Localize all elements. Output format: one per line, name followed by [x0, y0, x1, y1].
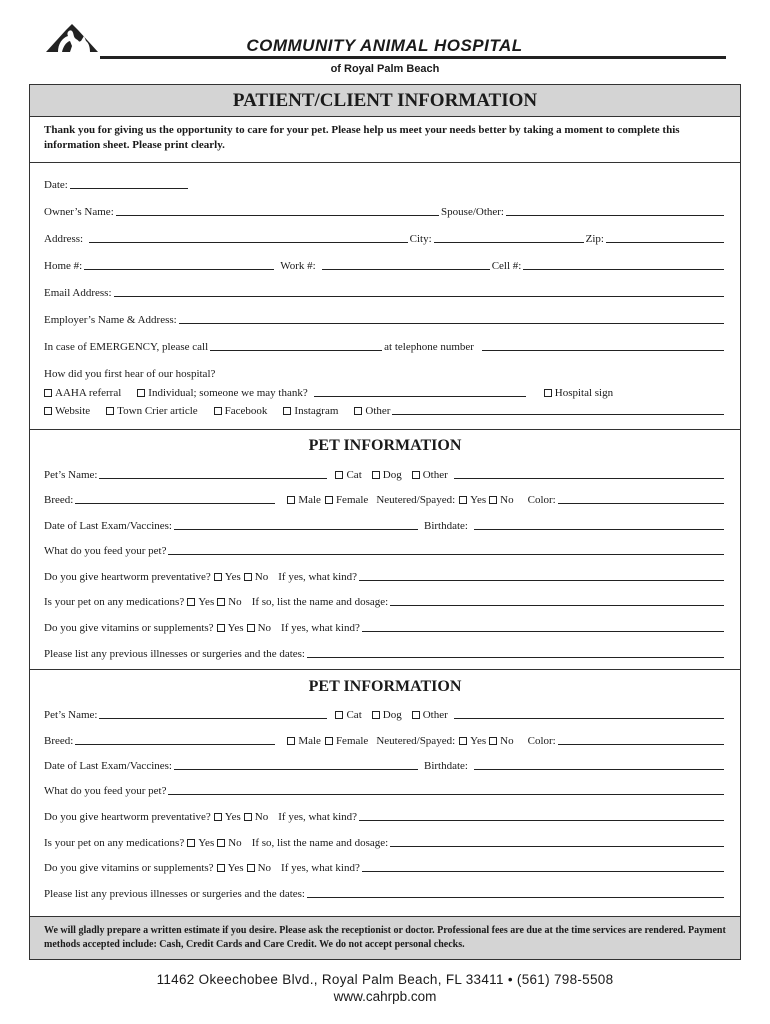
spouse-label: Spouse/Other:	[441, 206, 504, 218]
breed-label: Breed:	[44, 735, 74, 747]
header-rule	[100, 56, 726, 59]
option-individual[interactable]: Individual; someone we may thank?	[137, 387, 307, 399]
dog-cat-silhouette-icon	[44, 22, 100, 58]
home-label: Home #:	[44, 260, 83, 272]
pet1-neutered-yes[interactable]: Yes	[459, 494, 486, 506]
divider	[30, 669, 740, 670]
medications-label: Is your pet on any medications?	[44, 837, 185, 849]
pet1-medications-yes[interactable]: Yes	[187, 596, 214, 608]
heard-question-label: How did you first hear of our hospital?	[44, 368, 216, 380]
checkbox[interactable]	[244, 813, 252, 821]
pet1-dog-option[interactable]: Dog	[372, 469, 402, 481]
pet2-male-option[interactable]: Male	[287, 735, 321, 747]
pet1-vitamins-row	[44, 620, 726, 634]
if-yes-kind-label: If yes, what kind?	[278, 571, 358, 583]
last-exam-label: Date of Last Exam/Vaccines:	[44, 520, 172, 532]
zip-field[interactable]	[606, 232, 724, 243]
checkbox[interactable]	[544, 389, 552, 397]
option-facebook[interactable]: Facebook	[214, 405, 268, 417]
breed-label: Breed:	[44, 494, 74, 506]
checkbox[interactable]	[217, 598, 225, 606]
hospital-subtitle: of Royal Palm Beach	[330, 63, 440, 75]
checkbox[interactable]	[459, 737, 467, 745]
pet2-feed-field[interactable]	[168, 784, 724, 795]
form-title: PATIENT/CLIENT INFORMATION	[232, 90, 538, 111]
checkbox[interactable]	[489, 737, 497, 745]
hospital-name: COMMUNITY ANIMAL HOSPITAL	[246, 36, 523, 55]
pet2-heartworm-yes[interactable]: Yes	[214, 811, 241, 823]
pet1-heartworm-yes[interactable]: Yes	[214, 571, 241, 583]
option-town-crier[interactable]: Town Crier article	[106, 405, 197, 417]
form-intro: Thank you for giving us the opportunity to care for your pet. Please help us meet your needs better by taking a moment to complete this information sheet. Please print clearly.	[44, 124, 680, 151]
pet2-vitamins-yes[interactable]: Yes	[217, 862, 244, 874]
checkbox[interactable]	[247, 864, 255, 872]
hospital-website[interactable]: www.cahrpb.com	[333, 989, 437, 1004]
pet1-female-option[interactable]: Female	[325, 494, 368, 506]
owner-row	[44, 204, 726, 218]
checkbox[interactable]	[412, 471, 420, 479]
pet2-dog-option[interactable]: Dog	[372, 709, 402, 721]
pet2-exam-row	[44, 758, 726, 772]
color-label: Color:	[527, 494, 556, 506]
phone-row	[44, 258, 726, 272]
pet1-heartworm-row	[44, 569, 726, 583]
pet1-last-exam-field[interactable]	[174, 519, 418, 530]
pet1-other-field[interactable]	[454, 468, 724, 479]
employer-label: Employer’s Name & Address:	[44, 314, 177, 326]
pet2-name-field[interactable]	[99, 708, 327, 719]
checkbox[interactable]	[372, 471, 380, 479]
pet2-medications-no[interactable]: No	[217, 837, 241, 849]
checkbox[interactable]	[44, 389, 52, 397]
pet1-vitamins-no[interactable]: No	[247, 622, 271, 634]
pet-name-label: Pet’s Name:	[44, 709, 98, 721]
pet-section-title-2: PET INFORMATION	[308, 678, 462, 695]
pet2-feed-row	[44, 783, 726, 797]
pet1-neutered-no[interactable]: No	[489, 494, 513, 506]
checkbox[interactable]	[217, 864, 225, 872]
checkbox[interactable]	[247, 624, 255, 632]
color-label: Color:	[527, 735, 556, 747]
divider	[30, 429, 740, 430]
work-field[interactable]	[322, 259, 490, 270]
hospital-address: 11462 Okeechobee Blvd., Royal Palm Beach, FL 33411 • (561) 798-5508	[156, 972, 614, 987]
address-field[interactable]	[89, 232, 408, 243]
pet1-name-row	[44, 467, 726, 481]
form-title-band	[30, 85, 740, 117]
pet2-illness-row	[44, 886, 726, 900]
pet2-vitamins-no[interactable]: No	[247, 862, 271, 874]
pet1-cat-option[interactable]: Cat	[335, 469, 361, 481]
checkbox[interactable]	[325, 737, 333, 745]
work-label: Work #:	[280, 260, 316, 272]
pet2-other-option[interactable]: Other	[412, 709, 448, 721]
vitamins-label: Do you give vitamins or supplements?	[44, 622, 214, 634]
pet2-medications-yes[interactable]: Yes	[187, 837, 214, 849]
birthdate-label: Birthdate:	[423, 520, 468, 532]
option-hospital-sign[interactable]: Hospital sign	[544, 387, 613, 399]
city-label: City:	[409, 233, 432, 245]
pet2-vitamins-field[interactable]	[362, 861, 724, 872]
emergency-label: In case of EMERGENCY, please call	[44, 341, 209, 353]
if-so-label: If so, list the name and dosage:	[251, 837, 389, 849]
option-website[interactable]: Website	[44, 405, 90, 417]
pet2-last-exam-field[interactable]	[174, 759, 418, 770]
pet1-breed-row	[44, 492, 726, 506]
pet2-heartworm-no[interactable]: No	[244, 811, 268, 823]
pet1-feed-field[interactable]	[168, 544, 724, 555]
pet2-cat-option[interactable]: Cat	[335, 709, 361, 721]
cell-label: Cell #:	[491, 260, 522, 272]
checkbox[interactable]	[283, 407, 291, 415]
spouse-field[interactable]	[506, 205, 724, 216]
pet1-vitamins-yes[interactable]: Yes	[217, 622, 244, 634]
pet-name-label: Pet’s Name:	[44, 469, 98, 481]
heard-question-row	[44, 366, 726, 380]
option-instagram[interactable]: Instagram	[283, 405, 338, 417]
pet2-name-row	[44, 707, 726, 721]
checkbox[interactable]	[354, 407, 362, 415]
pet2-illnesses-field[interactable]	[307, 887, 724, 898]
neutered-label: Neutered/Spayed:	[376, 735, 456, 747]
checkbox[interactable]	[106, 407, 114, 415]
feed-label: What do you feed your pet?	[44, 785, 167, 797]
divider	[30, 162, 740, 163]
heartworm-label: Do you give heartworm preventative?	[44, 571, 211, 583]
pet2-neutered-no[interactable]: No	[489, 735, 513, 747]
checkbox[interactable]	[44, 407, 52, 415]
email-label: Email Address:	[44, 287, 112, 299]
pet1-male-option[interactable]: Male	[287, 494, 321, 506]
checkbox[interactable]	[217, 839, 225, 847]
pet1-medications-field[interactable]	[390, 595, 724, 606]
checkbox[interactable]	[489, 496, 497, 504]
estimate-note-band	[30, 916, 740, 959]
pet1-medications-no[interactable]: No	[217, 596, 241, 608]
birthdate-label: Birthdate:	[423, 760, 468, 772]
other-source-field[interactable]	[392, 404, 724, 415]
city-field[interactable]	[434, 232, 584, 243]
if-yes-kind-label: If yes, what kind?	[278, 811, 358, 823]
pet1-feed-row	[44, 543, 726, 557]
checkbox[interactable]	[412, 711, 420, 719]
pet2-neutered-yes[interactable]: Yes	[459, 735, 486, 747]
pet2-breed-row	[44, 733, 726, 747]
at-phone-label: at telephone number	[384, 341, 474, 353]
checkbox[interactable]	[287, 496, 295, 504]
home-field[interactable]	[84, 259, 274, 270]
pet2-other-field[interactable]	[454, 708, 724, 719]
date-label: Date:	[44, 179, 68, 191]
checkbox[interactable]	[325, 496, 333, 504]
checkbox[interactable]	[335, 711, 343, 719]
pet1-heartworm-kind-field[interactable]	[359, 570, 724, 581]
pet2-birthdate-field[interactable]	[474, 759, 724, 770]
checkbox[interactable]	[214, 813, 222, 821]
emergency-contact-field[interactable]	[210, 340, 382, 351]
pet2-heartworm-row	[44, 809, 726, 823]
pet2-breed-field[interactable]	[75, 734, 275, 745]
owner-name-label: Owner’s Name:	[44, 206, 114, 218]
emergency-phone-field[interactable]	[482, 340, 724, 351]
illnesses-label: Please list any previous illnesses or surgeries and the dates:	[44, 648, 305, 660]
last-exam-label: Date of Last Exam/Vaccines:	[44, 760, 172, 772]
pet2-heartworm-kind-field[interactable]	[359, 810, 724, 821]
pet2-female-option[interactable]: Female	[325, 735, 368, 747]
illnesses-label: Please list any previous illnesses or surgeries and the dates:	[44, 888, 305, 900]
if-yes-kind-label: If yes, what kind?	[281, 622, 360, 634]
address-label: Address:	[44, 233, 84, 245]
pet1-medications-row	[44, 594, 726, 608]
checkbox[interactable]	[217, 624, 225, 632]
checkbox[interactable]	[372, 711, 380, 719]
checkbox[interactable]	[187, 598, 195, 606]
pet1-exam-row	[44, 518, 726, 532]
if-so-label: If so, list the name and dosage:	[251, 596, 389, 608]
pet2-medications-row	[44, 835, 726, 849]
owner-name-field[interactable]	[116, 205, 439, 216]
pet1-birthdate-field[interactable]	[474, 519, 724, 530]
checkbox[interactable]	[187, 839, 195, 847]
checkbox[interactable]	[244, 573, 252, 581]
pet2-vitamins-row	[44, 860, 726, 874]
checkbox[interactable]	[459, 496, 467, 504]
estimate-note: We will gladly prepare a written estimate if you desire. Please ask the receptionist or doctor. Professional fees are due at the time services are rendered. Payment methods accepted include: Cash, Credit Cards and Care Credit. We do not accept personal checks.	[44, 925, 726, 950]
date-row	[44, 177, 726, 191]
email-row	[44, 285, 726, 299]
checkbox[interactable]	[137, 389, 145, 397]
option-aaha[interactable]: AAHA referral	[44, 387, 121, 399]
pet1-illnesses-field[interactable]	[307, 647, 724, 658]
pet-section-title-1: PET INFORMATION	[308, 437, 462, 454]
feed-label: What do you feed your pet?	[44, 545, 167, 557]
checkbox[interactable]	[214, 407, 222, 415]
emergency-row	[44, 339, 726, 353]
employer-row	[44, 312, 726, 326]
vitamins-label: Do you give vitamins or supplements?	[44, 862, 214, 874]
pet1-heartworm-no[interactable]: No	[244, 571, 268, 583]
checkbox[interactable]	[214, 573, 222, 581]
checkbox[interactable]	[287, 737, 295, 745]
employer-field[interactable]	[179, 313, 724, 324]
form-frame	[29, 84, 741, 960]
if-yes-kind-label: If yes, what kind?	[281, 862, 360, 874]
pet1-name-field[interactable]	[99, 468, 327, 479]
neutered-label: Neutered/Spayed:	[376, 494, 456, 506]
pet2-medications-field[interactable]	[390, 836, 724, 847]
option-other[interactable]: Other	[354, 405, 390, 417]
individual-field[interactable]	[314, 386, 526, 397]
address-row	[44, 231, 726, 245]
heard-options-row-1	[44, 385, 726, 399]
pet1-vitamins-field[interactable]	[362, 621, 724, 632]
pet1-other-option[interactable]: Other	[412, 469, 448, 481]
cell-field[interactable]	[523, 259, 724, 270]
email-field[interactable]	[114, 286, 724, 297]
zip-label: Zip:	[585, 233, 604, 245]
pet1-color-field[interactable]	[558, 493, 724, 504]
pet1-illness-row	[44, 646, 726, 660]
checkbox[interactable]	[335, 471, 343, 479]
date-field[interactable]	[70, 178, 188, 189]
heard-options-row-2	[44, 403, 726, 417]
pet1-breed-field[interactable]	[75, 493, 275, 504]
heartworm-label: Do you give heartworm preventative?	[44, 811, 211, 823]
medications-label: Is your pet on any medications?	[44, 596, 185, 608]
pet2-color-field[interactable]	[558, 734, 724, 745]
